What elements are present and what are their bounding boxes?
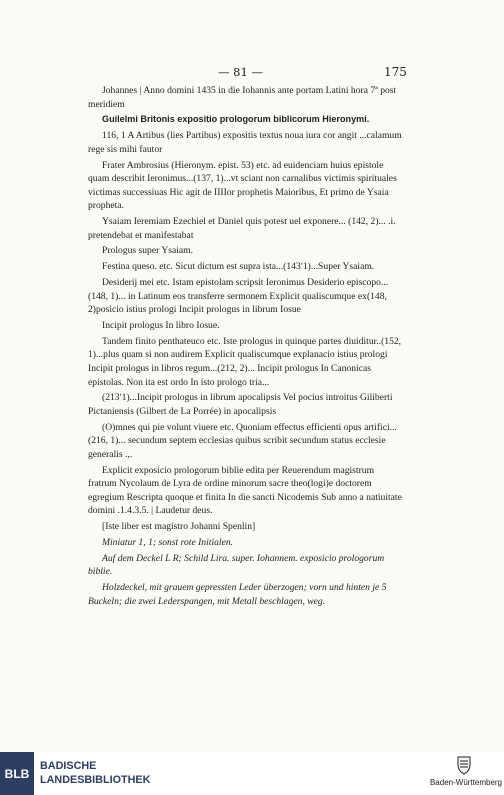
- library-footer: [0, 752, 504, 795]
- paragraph: Frater Ambrosius (Hieronym. epist. 53) etc. ad euidenciam huius epistole quam describit Ieronimus...(137, 1)...vt sciant non carnalibus victimis spirituales victimas successiuas Hic agit de IIIIor prophetis Maioribus, Et primo de Ysaia propheta.: [88, 159, 397, 212]
- page-number-outer: 175: [384, 65, 407, 79]
- library-name-line1: BADISCHE: [40, 760, 97, 772]
- paragraph: [Iste liber est magistro Johanni Spenlin]: [102, 521, 256, 533]
- library-name-line2: LANDESBIBLIOTHEK: [40, 774, 151, 786]
- paragraph: Tandem finito penthateuco etc. Iste prologus in quinque partes diuiditur..(152, 1)...plus quam si non audirem Explicit qualiscumque explanacio istius prologi Incipit prologus in libros regum...(212, 2)... Incipit prologus In Canonicas epistolas. Non ita est ordo In isto prologo tria...: [88, 335, 402, 388]
- description-note: Holzdeckel, mit grauem gepressten Leder überzogen; vorn und hinten je 5 Buckeln; die zwei Lederspangen, mit Metall beschlagen, weg.: [88, 582, 387, 607]
- paragraph: Ysaiam Ieremiam Ezechiel et Daniel quis potest uel exponere... (142, 2)... .i. pretendebat et manifestabat: [88, 216, 396, 241]
- blb-logo: BLB: [0, 752, 34, 795]
- library-name: [40, 759, 240, 787]
- work-title: Guilelmi Britonis expositio prologorum biblicorum Hieronymi.: [102, 114, 370, 125]
- catalog-entry-text: [88, 84, 404, 611]
- region-label: Baden-Württemberg: [429, 778, 502, 787]
- coat-of-arms-icon: [456, 755, 472, 775]
- paragraph: Johannes | Anno domini 1435 in die Iohannis ante portam Latini hora 7ª post meridiem: [88, 85, 397, 110]
- description-note: Miniatur 1, 1; sonst rote Initialen.: [102, 537, 234, 549]
- paragraph: Desiderij mei etc. Istam epistolam scripsit Ieronimus Desiderio episcopo...(148, 1)... in Latinum eos transferre sermonem Explicit qualiscumque ex(148, 2)posicio istius prologi Incipit prologus in librum Iosue: [88, 277, 389, 316]
- paragraph: Explicit exposicio prologorum biblie edita per Reuerendum magistrum fratrum Nycolaum de Lyra de ordine minorum sacre theo(logi)e doctorem egregium Rescripta quoque et finita In die sancti Nicodemis Sub anno a natiuitate domini .1.4.3.5. | Laudetur deus.: [88, 464, 402, 517]
- paragraph: Festina queso. etc. Sicut dictum est supra ista...(143ʹ1)...Super Ysaiam.: [102, 261, 375, 273]
- page-header: [0, 65, 504, 81]
- paragraph: (213ʹ1)...Incipit prologus in librum apocalipsis Vel pocius introitus Giliberti Pictaniensis (Gilbert de La Porrée) in apocalipsis: [88, 392, 393, 417]
- paragraph: Prologus super Ysaiam.: [102, 245, 194, 257]
- paragraph: Incipit prologus In libro Iosue.: [102, 320, 220, 331]
- page-number-inner: — 81 —: [218, 65, 263, 79]
- paragraph: (O)mnes qui pie volunt viuere etc. Quoniam effectus efficienti opus artifici...(216, 1)... secundum septem ecclesias quibus scribit secundum status ecclesie generalis .,.: [88, 421, 397, 460]
- description-note: Auf dem Deckel L R; Schild Lira. super. Iohannem. exposicio prologorum biblie.: [88, 552, 385, 578]
- paragraph: 116, 1 A Artibus (lies Partibus) expositis textus noua iura cor angit ...calamum rege sis mihi fautor: [88, 130, 402, 155]
